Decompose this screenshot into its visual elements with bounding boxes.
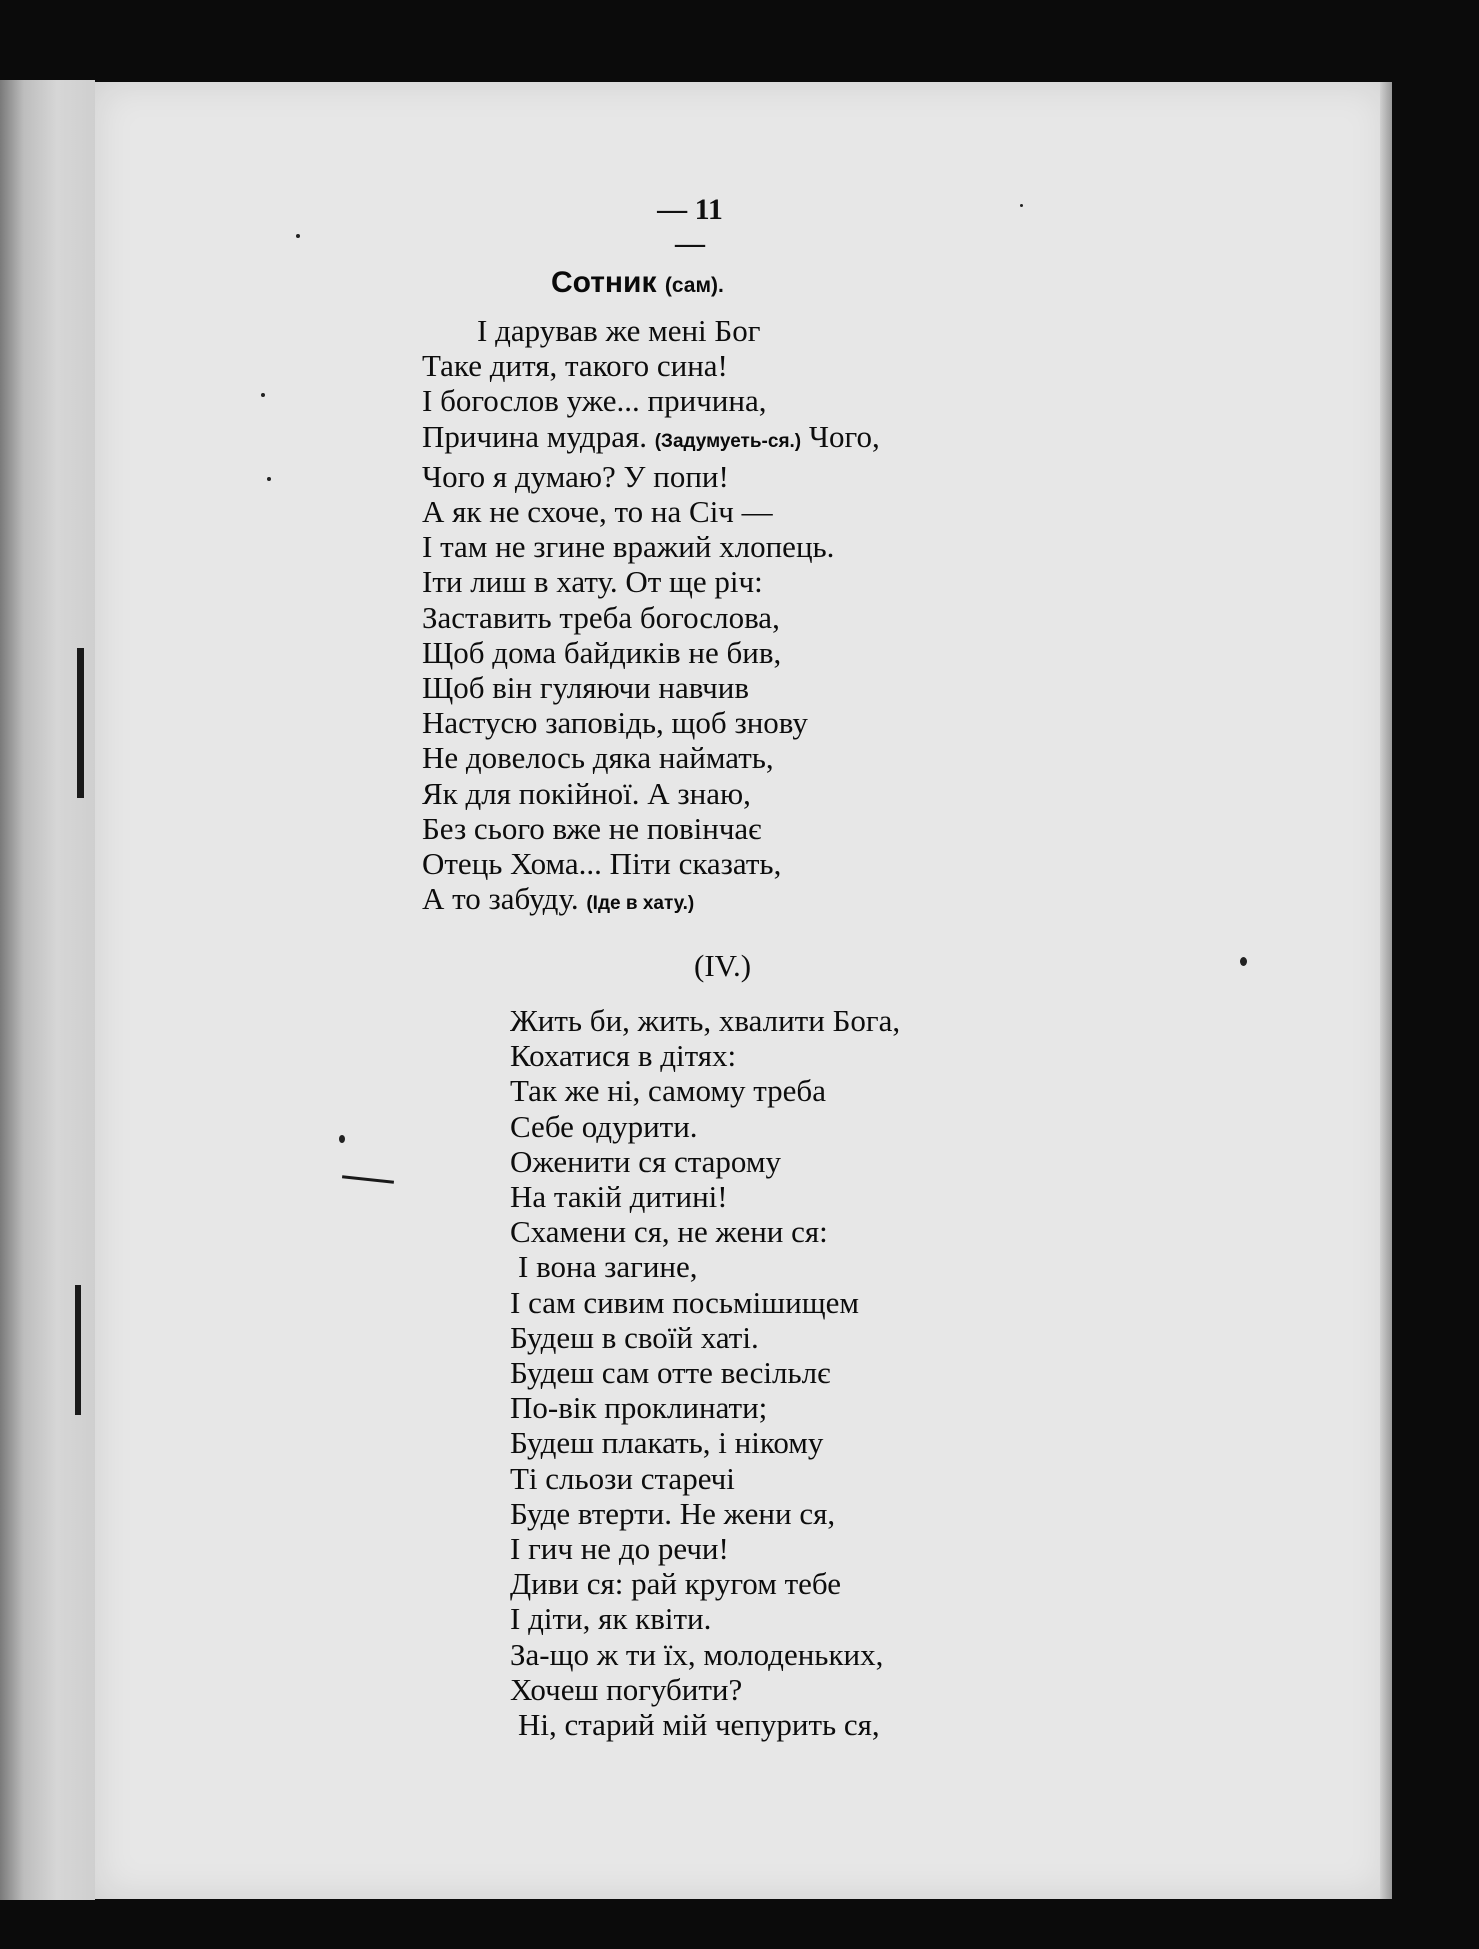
verse-block [510, 1003, 900, 1742]
stage-direction: (Задумуеть-ся.) [654, 430, 802, 452]
verse-line: Ті сльози старечі [510, 1460, 735, 1496]
verse-line: Буде втерти. Не жени ся, [510, 1495, 836, 1531]
page-number: — 11 — [657, 193, 723, 260]
page-edge [1380, 82, 1392, 1899]
verse-line: Щоб він гуляючи навчив [422, 670, 749, 706]
verse-line: Себе одурити. [510, 1108, 698, 1144]
verse-line: Оженити ся старому [510, 1143, 781, 1179]
verse-line: На такій дитині! [510, 1179, 728, 1215]
verse-line: По-вік проклинати; [510, 1390, 768, 1426]
scan-speck [261, 393, 265, 397]
verse-line: Таке дитя, такого сина! [422, 348, 728, 384]
speaker-heading [551, 266, 724, 300]
verse-line: За-що ж ти їх, молоденьких, [510, 1636, 884, 1672]
verse-block [422, 313, 880, 921]
verse-line: Будеш сам отте весільлє [510, 1355, 831, 1391]
verse-line: Заставить треба богослова, [422, 599, 780, 635]
verse-line: Без сього вже не повінчає [422, 810, 762, 846]
verse-line: Щоб дома байдиків не бив, [422, 634, 782, 670]
verse-line [422, 419, 880, 459]
verse-line: Настусю заповідь, щоб знову [422, 705, 808, 741]
verse-line: І гич не до речи! [510, 1531, 729, 1567]
verse-line: І сам сивим посьмішищем [510, 1284, 859, 1320]
verse-line: І там не згине вражий хлопець. [422, 529, 835, 565]
verse-line [422, 881, 880, 921]
scan-speck [296, 234, 300, 238]
verse-line: Жить би, жить, хвалити Бога, [510, 1003, 901, 1038]
verse-line-tail: Чого, [808, 418, 880, 454]
verse-line: І богослов уже... причина, [422, 383, 767, 419]
scan-speck [267, 477, 271, 481]
verse-line-text: А то забуду. [422, 881, 579, 917]
verse-line: Отець Хома... Піти сказать, [422, 846, 782, 882]
stage-direction: (Іде в хату.) [586, 893, 695, 915]
verse-line: Диви ся: рай кругом тебе [510, 1566, 841, 1602]
verse-line: Чого я думаю? У попи! [422, 458, 729, 494]
binding-mark [75, 1285, 81, 1415]
speaker-name: Сотник [551, 266, 657, 299]
scan-speck [339, 1135, 345, 1143]
verse-line: Будеш плакать, і нікому [510, 1425, 824, 1461]
verse-line: Ні, старий мій чепурить ся, [518, 1707, 880, 1743]
verse-line: Так же ні, самому треба [510, 1073, 826, 1109]
verse-line: Хочеш погубити? [510, 1671, 743, 1707]
stage-direction: (сам). [664, 274, 724, 297]
verse-line: Не довелось дяка наймать, [422, 740, 774, 776]
verse-line: Схамени ся, не жени ся: [510, 1214, 828, 1250]
verse-line: І дарував же мені Бог [477, 313, 761, 348]
verse-line: Будеш в своїй хаті. [510, 1319, 759, 1355]
verse-line: І діти, як квіти. [510, 1601, 712, 1637]
verse-line-text: Причина мудрая. [422, 418, 647, 454]
verse-line: І вона загине, [518, 1249, 698, 1285]
verse-line: А як не схоче, то на Січ — [422, 494, 773, 530]
book-gutter [0, 80, 95, 1900]
binding-mark [77, 648, 84, 798]
scan-speck [1020, 204, 1023, 207]
verse-line: Іти лиш в хату. От ще річ: [422, 564, 763, 600]
verse-line: Кохатися в дітях: [510, 1038, 737, 1074]
scan-speck [1240, 957, 1247, 966]
section-heading: (IV.) [694, 948, 752, 983]
verse-line: Як для покійної. А знаю, [422, 775, 751, 811]
